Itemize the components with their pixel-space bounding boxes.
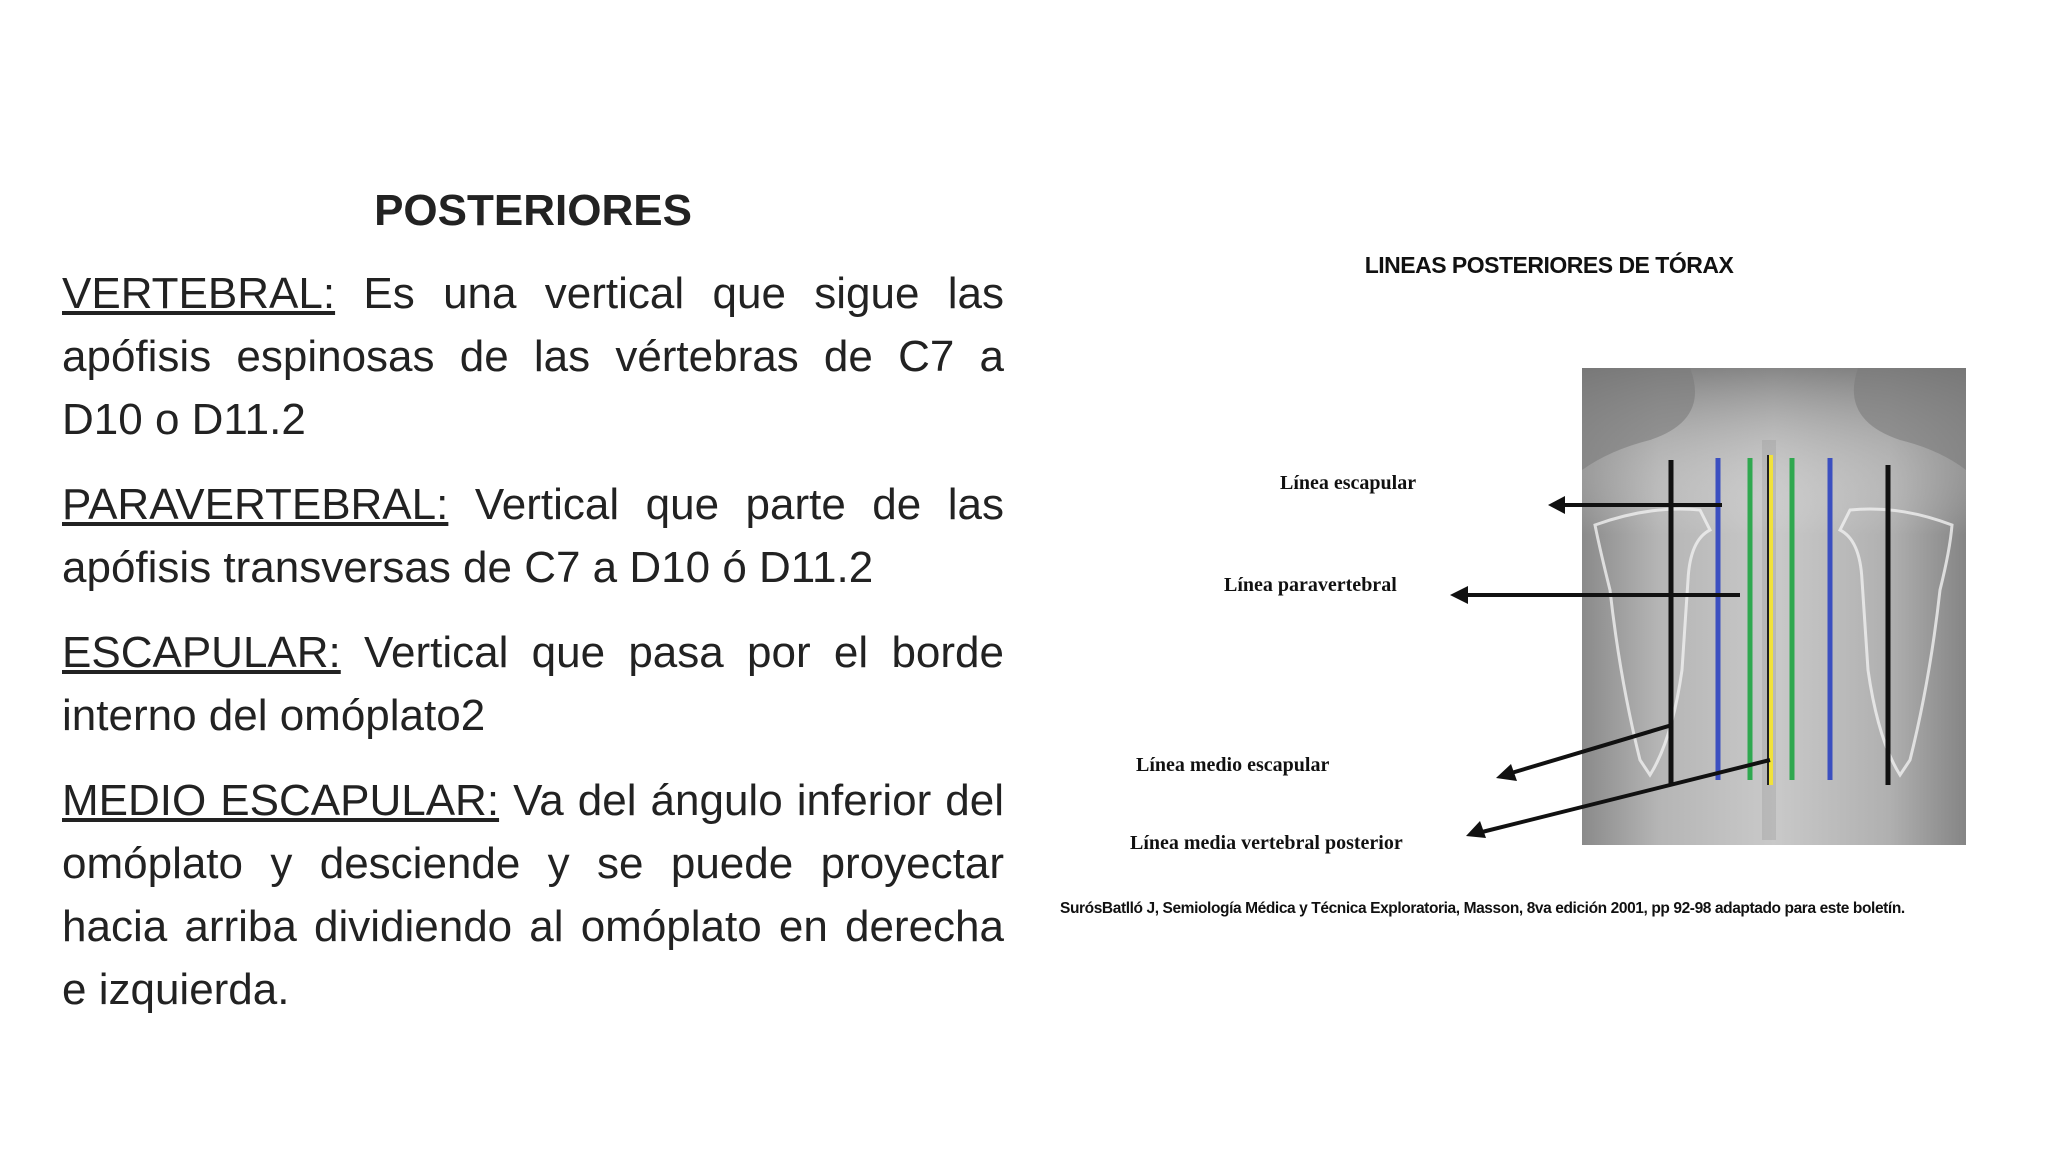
label-linea-paravertebral: Línea paravertebral bbox=[1224, 574, 1397, 596]
definition-text: Vertical que parte de las apófisis transversas de C7 a D10 ó D11.2 bbox=[62, 480, 1004, 592]
label-linea-escapular: Línea escapular bbox=[1280, 472, 1417, 494]
term-vertebral: VERTEBRAL: bbox=[62, 269, 336, 318]
section-heading: POSTERIORES bbox=[374, 186, 692, 235]
definition-text: Vertical que pasa por el borde interno del omóplato2 bbox=[62, 628, 1004, 740]
label-linea-medio-escapular: Línea medio escapular bbox=[1136, 754, 1330, 776]
definition-medio-escapular bbox=[62, 769, 1004, 1021]
figure-title: LINEAS POSTERIORES DE TÓRAX bbox=[1364, 252, 1734, 278]
definition-text: Va del ángulo inferior del omóplato y desciende y se puede proyectar hacia arriba dividiendo al omóplato en derecha e izquierda. bbox=[62, 776, 1004, 1014]
term-paravertebral: PARAVERTEBRAL: bbox=[62, 480, 449, 529]
figure-citation: SurósBatlló J, Semiología Médica y Técnica Exploratoria, Masson, 8va edición 2001, pp 92-98 adaptado para este boletín. bbox=[1060, 900, 1905, 917]
thorax-figure bbox=[1050, 240, 2048, 940]
label-linea-media-vertebral: Línea media vertebral posterior bbox=[1130, 832, 1403, 854]
definition-paravertebral bbox=[62, 473, 1004, 599]
text-column bbox=[62, 180, 1004, 1043]
definition-text: Es una vertical que sigue las apófisis espinosas de las vértebras de C7 a D10 o D11.2 bbox=[62, 269, 1004, 444]
definition-vertebral bbox=[62, 262, 1004, 451]
definition-escapular bbox=[62, 621, 1004, 747]
term-medio-escapular: MEDIO ESCAPULAR: bbox=[62, 776, 500, 825]
term-escapular: ESCAPULAR: bbox=[62, 628, 341, 677]
